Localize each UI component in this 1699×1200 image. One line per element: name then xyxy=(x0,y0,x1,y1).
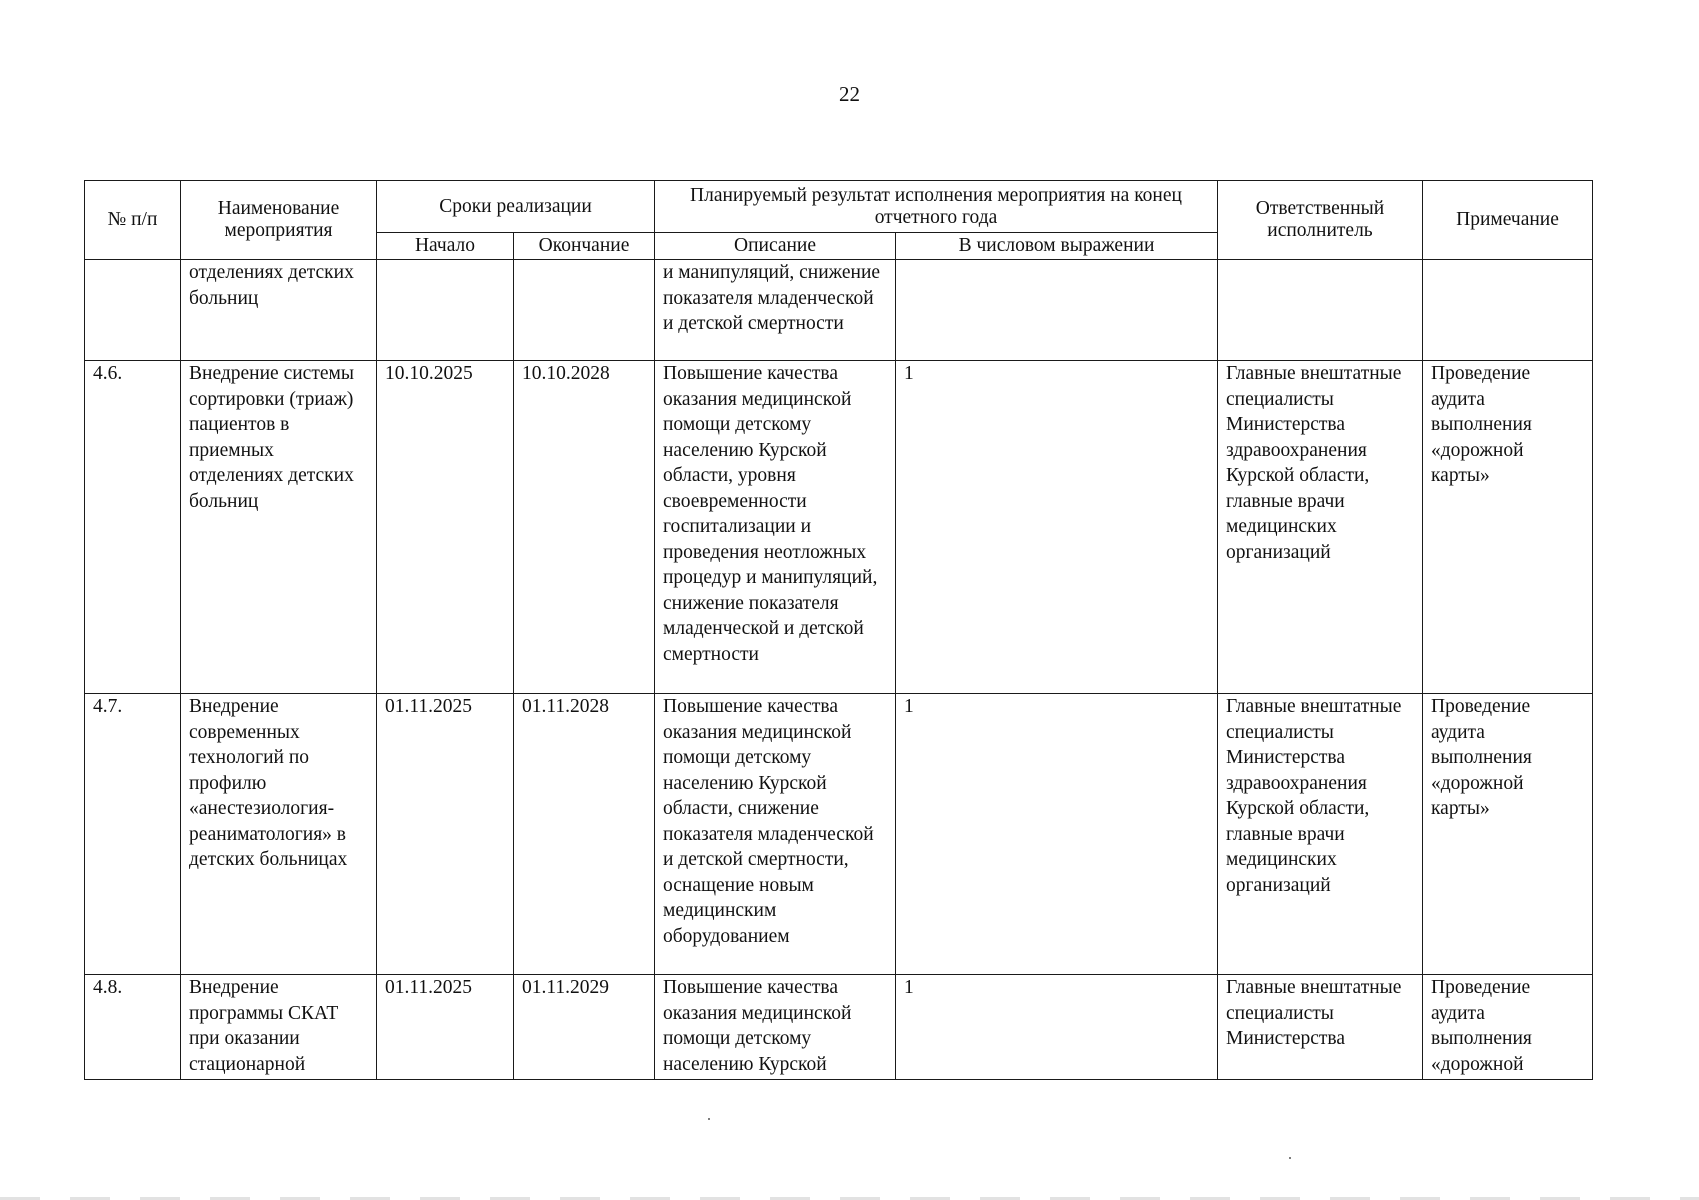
row-start: 01.11.2025 xyxy=(377,975,514,1080)
header-start: Начало xyxy=(377,233,514,260)
row-description: Повышение качества оказания медицинской помощи детскому населению Курской области, уровня своевременности госпитализации и проведения неотложных процедур и манипуляций, снижение показателя младенческой и детской смертности xyxy=(655,361,896,694)
header-end: Окончание xyxy=(514,233,655,260)
table-row xyxy=(85,694,1593,975)
table-row xyxy=(85,361,1593,694)
scan-speck xyxy=(1289,1157,1291,1159)
header-result: Планируемый результат исполнения мероприятия на конец отчетного года xyxy=(655,181,1218,233)
row-name: Внедрение программы СКАТ при оказании стационарной xyxy=(181,975,377,1080)
table-row xyxy=(85,975,1593,1080)
row-end: 01.11.2028 xyxy=(514,694,655,975)
table-row xyxy=(85,260,1593,361)
header-description: Описание xyxy=(655,233,896,260)
row-note xyxy=(1423,260,1593,361)
header-responsible: Ответственный исполнитель xyxy=(1218,181,1423,260)
row-responsible: Главные внештатные специалисты Министерства xyxy=(1218,975,1423,1080)
row-name: Внедрение современных технологий по профилю «анестезиология-реаниматология» в детских больницах xyxy=(181,694,377,975)
header-note: Примечание xyxy=(1423,181,1593,260)
activities-table xyxy=(84,180,1593,1080)
row-num: 4.7. xyxy=(85,694,181,975)
row-start xyxy=(377,260,514,361)
row-responsible xyxy=(1218,260,1423,361)
row-numeric: 1 xyxy=(896,361,1218,694)
row-description: Повышение качества оказания медицинской помощи детскому населению Курской области, снижение показателя младенческой и детской смертности, оснащение новым медицинским оборудованием xyxy=(655,694,896,975)
scan-speck xyxy=(708,1118,710,1120)
row-end xyxy=(514,260,655,361)
row-num xyxy=(85,260,181,361)
row-end: 10.10.2028 xyxy=(514,361,655,694)
row-numeric: 1 xyxy=(896,694,1218,975)
row-description: Повышение качества оказания медицинской помощи детскому населению Курской xyxy=(655,975,896,1080)
row-description: и манипуляций, снижение показателя младенческой и детской смертности xyxy=(655,260,896,361)
table-header xyxy=(85,181,1593,260)
row-responsible: Главные внештатные специалисты Министерства здравоохранения Курской области, главные врачи медицинских организаций xyxy=(1218,361,1423,694)
row-numeric xyxy=(896,260,1218,361)
row-num: 4.8. xyxy=(85,975,181,1080)
row-name: отделениях детских больниц xyxy=(181,260,377,361)
row-note: Проведение аудита выполнения «дорожной карты» xyxy=(1423,361,1593,694)
row-name: Внедрение системы сортировки (триаж) пациентов в приемных отделениях детских больниц xyxy=(181,361,377,694)
header-name: Наименование мероприятия xyxy=(181,181,377,260)
header-num: № п/п xyxy=(85,181,181,260)
row-numeric: 1 xyxy=(896,975,1218,1080)
header-numeric: В числовом выражении xyxy=(896,233,1218,260)
row-note: Проведение аудита выполнения «дорожной карты» xyxy=(1423,694,1593,975)
page-number: 22 xyxy=(839,82,860,106)
row-num: 4.6. xyxy=(85,361,181,694)
row-note: Проведение аудита выполнения «дорожной xyxy=(1423,975,1593,1080)
row-start: 01.11.2025 xyxy=(377,694,514,975)
header-dates: Сроки реализации xyxy=(377,181,655,233)
row-start: 10.10.2025 xyxy=(377,361,514,694)
row-responsible: Главные внештатные специалисты Министерства здравоохранения Курской области, главные врачи медицинских организаций xyxy=(1218,694,1423,975)
row-end: 01.11.2029 xyxy=(514,975,655,1080)
